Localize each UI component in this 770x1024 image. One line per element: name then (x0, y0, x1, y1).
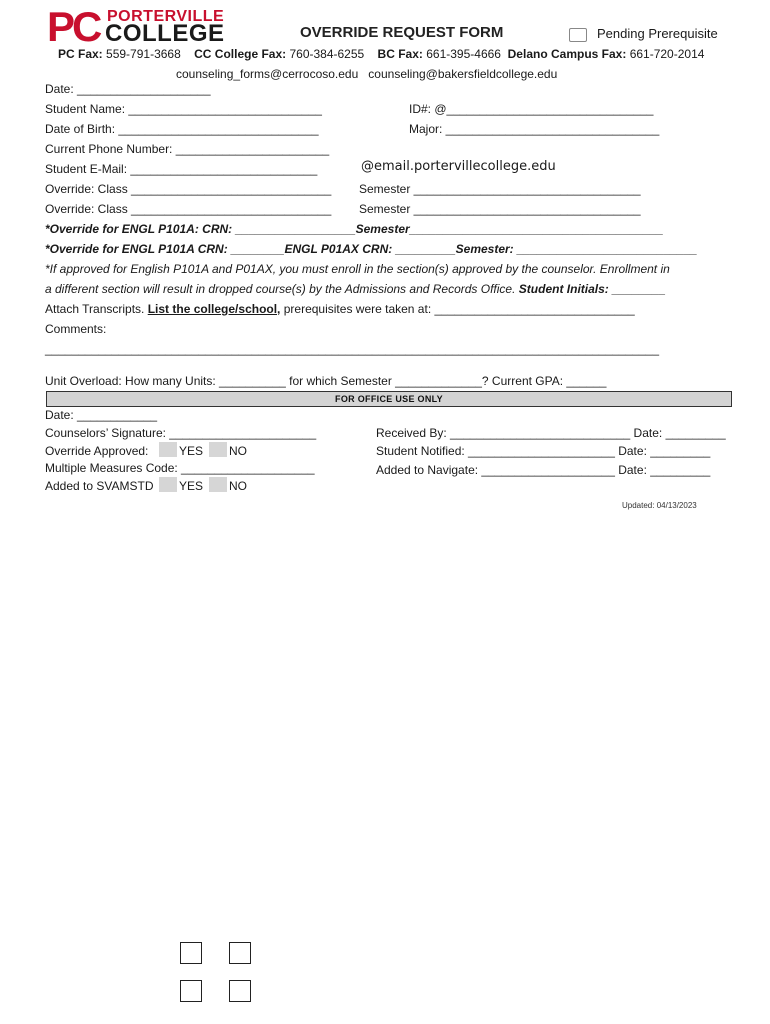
bc-fax-label: BC Fax: (377, 47, 423, 61)
transcripts-line[interactable] (45, 301, 635, 317)
override-semester-1-field[interactable]: Semester __________________________________ (359, 182, 641, 196)
override-class-1-field[interactable]: Override: Class ______________________________ (45, 182, 332, 196)
student-initials-field[interactable]: Student Initials: ________ (518, 282, 666, 296)
checkbox-4[interactable] (229, 980, 251, 1002)
logo-word-college: COLLEGE (105, 20, 225, 47)
pc-fax-label: PC Fax: (58, 47, 103, 61)
comments-label: Comments: (45, 322, 107, 336)
logo-word-porterville: PORTERVILLE (107, 8, 225, 25)
svamstd-no-box[interactable] (209, 477, 227, 492)
transcripts-field[interactable]: prerequisites were taken at: ______________________________ (280, 302, 635, 316)
delano-fax-label: Delano Campus Fax: (507, 47, 627, 61)
svamstd-no-label: NO (229, 479, 247, 493)
office-date-field[interactable]: Date: ____________ (45, 408, 158, 422)
student-id-field[interactable]: ID#: @_______________________________ (409, 102, 654, 116)
date-of-birth-field[interactable]: Date of Birth: ______________________________ (45, 122, 319, 136)
office-use-heading: FOR OFFICE USE ONLY (335, 394, 443, 404)
updated-date: Updated: 04/13/2023 (622, 501, 697, 510)
student-email-field[interactable]: Student E-Mail: ____________________________ (45, 162, 318, 176)
english-note-line-1: *If approved for English P101A and P01AX, you must enroll in the section(s) approved by the counselor. Enrollment in (45, 262, 670, 276)
cc-email: counseling_forms@cerrocoso.edu (176, 67, 359, 81)
override-approved-yes-box[interactable] (159, 442, 177, 457)
pending-prerequisite-checkbox[interactable] (569, 28, 587, 42)
checkbox-3[interactable] (180, 980, 202, 1002)
comments-field[interactable]: ____________________________________________________________________________________________ (45, 342, 659, 356)
office-use-bar (46, 391, 732, 407)
unit-overload-line[interactable]: Unit Overload: How many Units: __________ for which Semester _____________? Current GPA: ______ (45, 374, 607, 388)
transcripts-label: Attach Transcripts. (45, 302, 148, 316)
delano-fax-number: 661-720-2014 (629, 47, 705, 61)
checkbox-1[interactable] (180, 942, 202, 964)
multiple-measures-code-field[interactable]: Multiple Measures Code: ____________________ (45, 461, 315, 475)
major-field[interactable]: Major: ________________________________ (409, 122, 660, 136)
svamstd-yes-label: YES (179, 479, 204, 493)
date-field[interactable]: Date: ____________________ (45, 82, 211, 96)
override-semester-2-field[interactable]: Semester __________________________________ (359, 202, 641, 216)
override-class-2-field[interactable]: Override: Class ______________________________ (45, 202, 332, 216)
received-by-field[interactable]: Received By: ___________________________ Date: _________ (376, 426, 726, 440)
checkbox-2[interactable] (229, 942, 251, 964)
engl-p101a-override-line[interactable]: *Override for ENGL P101A: CRN: __________________Semester______________________________________ (45, 222, 664, 236)
cc-fax-number: 760-384-6255 (289, 47, 365, 61)
added-to-navigate-field[interactable]: Added to Navigate: ____________________ Date: _________ (376, 463, 711, 477)
override-approved-label: Override Approved: (45, 444, 149, 458)
student-notified-field[interactable]: Student Notified: ______________________ Date: _________ (376, 444, 711, 458)
override-approved-no-label: NO (229, 444, 247, 458)
college-logo (47, 3, 229, 50)
logo-pc: PC (47, 3, 100, 50)
phone-field[interactable]: Current Phone Number: _______________________ (45, 142, 330, 156)
cc-fax-label: CC College Fax: (194, 47, 287, 61)
english-note-text: a different section will result in dropped course(s) by the Admissions and Records Office. (45, 282, 519, 296)
form-title: OVERRIDE REQUEST FORM (300, 24, 504, 41)
student-name-field[interactable]: Student Name: _____________________________ (45, 102, 322, 116)
bc-fax-number: 661-395-4666 (426, 47, 501, 61)
override-approved-no-box[interactable] (209, 442, 227, 457)
english-note-line-2 (45, 281, 666, 297)
pc-fax-number: 559-791-3668 (106, 47, 181, 61)
bc-email: counseling@bakersfieldcollege.edu (368, 67, 558, 81)
counselor-signature-field[interactable]: Counselors’ Signature: ______________________ (45, 426, 317, 440)
email-domain: @email.portervillecollege.edu (361, 159, 556, 174)
engl-p101a-p01ax-override-line[interactable]: *Override for ENGL P101A CRN: ________ENGL P01AX CRN: _________Semester: ___________________________ (45, 242, 698, 256)
fax-line (58, 46, 704, 62)
override-approved-yes-label: YES (179, 444, 204, 458)
svamstd-label: Added to SVAMSTD (45, 479, 154, 493)
list-college-label: List the college/school, (147, 302, 281, 316)
pending-prerequisite-label: Pending Prerequisite (597, 26, 718, 41)
email-line (176, 66, 557, 82)
svamstd-yes-box[interactable] (159, 477, 177, 492)
